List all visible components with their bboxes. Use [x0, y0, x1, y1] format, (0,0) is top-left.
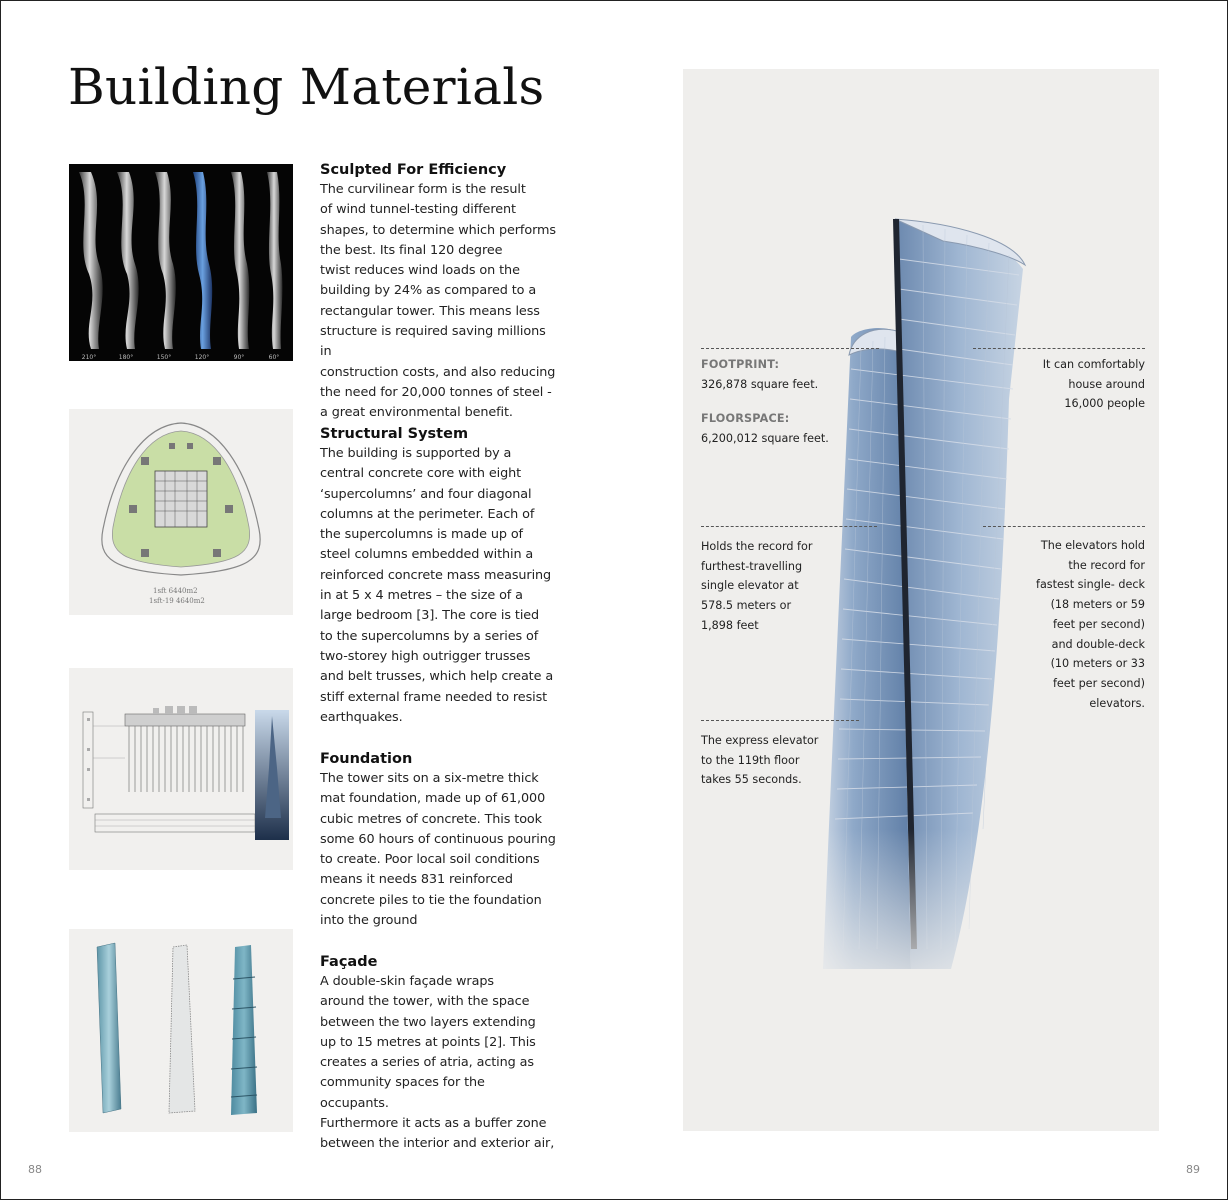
page-number-right: 89 [1186, 1163, 1200, 1176]
footprint-annotation [701, 355, 818, 394]
section-structural [320, 424, 556, 728]
leader-line [983, 526, 1145, 527]
page-number-left: 88 [28, 1163, 42, 1176]
section-body: The curvilinear form is the result of wind tunnel-testing different shapes, to determine which performs the best. Its final 120 degree twist reduces wind loads on the building by 24% as compared to a rectangular tower. This means less structure is required saving millions in construction costs, and also reducing the need for 20,000 tonnes of steel - a great environmental benefit. [320, 182, 556, 421]
angle-label: 90° [233, 354, 245, 361]
facade-models-graphic [69, 929, 293, 1132]
leader-line [701, 526, 877, 527]
leader-line [701, 348, 879, 349]
section-heading: Structural System [320, 426, 469, 442]
angle-label: 210° [81, 354, 97, 361]
section-body: The tower sits on a six-metre thick mat foundation, made up of 61,000 cubic metres of concrete. This took some 60 hours of continuous pouring to create. Poor local soil conditions means it needs 831 reinforced concrete piles to tie the foundation into the ground [320, 771, 556, 929]
twist-study-image [69, 164, 293, 361]
angle-label: 120° [194, 354, 210, 361]
twist-study-graphic [69, 164, 293, 361]
angle-label: 180° [118, 354, 134, 361]
leader-line [701, 720, 859, 721]
leader-line [973, 348, 1145, 349]
plan-caption: 1sft 6440m2 [153, 587, 198, 595]
floorspace-value: 6,200,012 square feet. [701, 431, 829, 445]
floorspace-label: FLOORSPACE: [701, 412, 790, 425]
plan-caption: 1sft-19 4640m2 [149, 597, 205, 605]
page-title: Building Materials [68, 58, 545, 116]
twist-models [79, 172, 282, 349]
section-facade [320, 952, 556, 1155]
foundation-section-graphic [69, 668, 293, 870]
facade-models-image [69, 929, 293, 1132]
footprint-value: 326,878 square feet. [701, 377, 819, 391]
section-foundation [320, 749, 556, 931]
section-body: The building is supported by a central concrete core with eight ‘supercolumns’ and four diagonal columns at the perimeter. Each of the supercolumns is made up of steel columns embedded within a reinforced concrete mass measuring in at 5 x 4 metres – the size of a large bedroom [3]. The core is tied to the supercolumns by a series of two-storey high outrigger trusses and belt trusses, which help create a stiff external frame needed to resist earthquakes. [320, 446, 554, 725]
elevator-record-annotation: Holds the record for furthest-travelling single elevator at 578.5 meters or 1,898 feet [701, 540, 813, 632]
capacity-annotation: It can comfortably house around 16,000 people [1042, 358, 1145, 411]
section-heading: Façade [320, 954, 378, 970]
angle-label: 60° [268, 354, 280, 361]
express-elevator-annotation: The express elevator to the 119th floor takes 55 seconds. [701, 734, 819, 787]
section-heading: Sculpted For Efficiency [320, 162, 507, 178]
foundation-section-image [69, 668, 293, 870]
angle-label: 150° [156, 354, 172, 361]
section-heading: Foundation [320, 751, 413, 767]
section-body: A double-skin façade wraps around the tower, with the space between the two layers extending up to 15 metres at points [2]. This creates a series of atria, acting as community spaces for the occupants. Furthermore it acts as a buffer zone between the interior and exterior air, [320, 974, 555, 1152]
floor-plan-graphic [69, 409, 293, 615]
tower-panel [683, 69, 1159, 1131]
footprint-label: FOOTPRINT: [701, 358, 780, 371]
floorspace-annotation [701, 409, 829, 448]
floor-plan-image [69, 409, 293, 615]
section-sculpted [320, 160, 556, 424]
elevator-speed-annotation: The elevators hold the record for fastest single- deck (18 meters or 59 feet per second) and double-deck (10 meters or 33 feet per second) elevators. [1036, 539, 1145, 710]
